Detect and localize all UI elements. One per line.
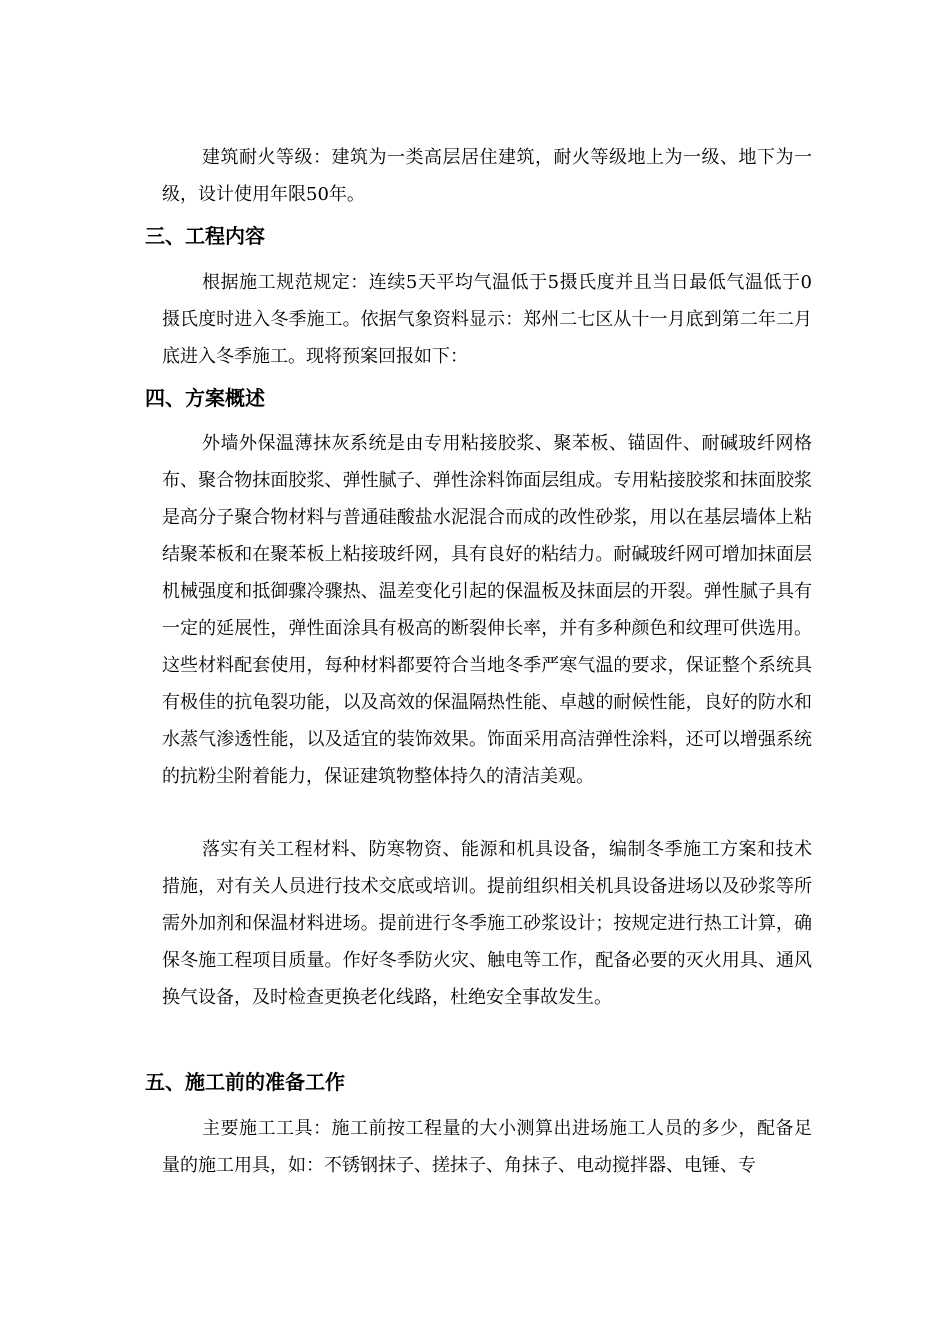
paragraph-tools: 主要施工工具：施工前按工程量的大小测算出进场施工人员的多少，配备足量的施工用具，如：不锈钢抹子、搓抹子、角抹子、电动搅拌器、电锤、专 bbox=[162, 1118, 812, 1176]
paragraph-fire-rating: 建筑耐火等级：建筑为一类高层居住建筑，耐火等级地上为一级、地下为一级，设计使用年限50年。 bbox=[162, 147, 812, 205]
paragraph-overview-1: 外墙外保温薄抹灰系统是由专用粘接胶浆、聚苯板、锚固件、耐碱玻纤网格布、聚合物抹面胶浆、弹性腻子、弹性涂料饰面层组成。专用粘接胶浆和抹面胶浆是高分子聚合物材料与普通硅酸盐水泥混合而成的改性砂浆，用以在基层墙体上粘结聚苯板和在聚苯板上粘接玻纤网，具有良好的粘结力。耐碱玻纤网可增加抹面层机械强度和抵御骤冷骤热、温差变化引起的保温板及抹面层的开裂。弹性腻子具有一定的延展性，弹性面涂具有极高的断裂伸长率，并有多种颜色和纹理可供选用。这些材料配套使用，每种材料都要符合当地冬季严寒气温的要求，保证整个系统具有极佳的抗龟裂功能，以及高效的保温隔热性能、卓越的耐候性能，良好的防水和水蒸气渗透性能，以及适宜的装饰效果。饰面采用高洁弹性涂料，还可以增强系统的抗粉尘附着能力，保证建筑物整体持久的清洁美观。 bbox=[162, 433, 812, 787]
heading-section-3: 三、工程内容 bbox=[145, 224, 265, 248]
paragraph-scope: 根据施工规范规定：连续5天平均气温低于5摄氏度并且当日最低气温低于0摄氏度时进入冬季施工。依据气象资料显示：郑州二七区从十一月底到第二年二月底进入冬季施工。现将预案回报如下： bbox=[162, 272, 812, 367]
paragraph-overview-2: 落实有关工程材料、防寒物资、能源和机具设备，编制冬季施工方案和技术措施，对有关人员进行技术交底或培训。提前组织相关机具设备进场以及砂浆等所需外加剂和保温材料进场。提前进行冬季施工砂浆设计；按规定进行热工计算，确保冬施工程项目质量。作好冬季防火灾、触电等工作，配备必要的灭火用具、通风换气设备，及时检查更换老化线路，杜绝安全事故发生。 bbox=[162, 839, 812, 1008]
heading-section-4: 四、方案概述 bbox=[145, 386, 265, 410]
heading-section-5: 五、施工前的准备工作 bbox=[145, 1070, 345, 1094]
